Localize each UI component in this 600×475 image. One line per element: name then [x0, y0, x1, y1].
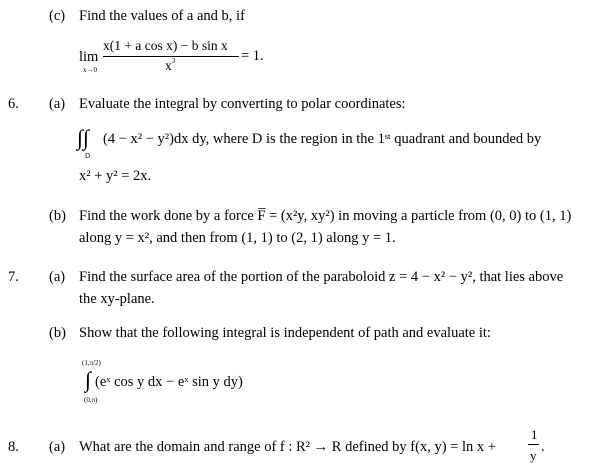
q6a-text: Evaluate the integral by converting to polar coordinates: [79, 96, 406, 112]
q5c-text: Find the values of a and b, if [79, 8, 245, 24]
limit-fraction-bar [103, 56, 239, 57]
q8-fraction-bar [528, 444, 539, 445]
q8a-text: What are the domain and range of f : R² → R defined by f(x, y) = ln x + [79, 439, 496, 455]
q6a-label: (a) [49, 96, 66, 112]
q8-fraction-denominator: y [530, 448, 537, 463]
line-integral-upper-limit: (1,π/2) [82, 359, 101, 367]
limit-numerator: x(1 + a cos x) − b sin x [103, 38, 228, 53]
q7a-text-line1: Find the surface area of the portion of the paraboloid z = 4 − x² − y², that lies above [79, 269, 564, 285]
line-integral-sign: ∫ [85, 367, 92, 392]
q7b-text: Show that the following integral is independent of path and evaluate it: [79, 325, 491, 341]
q6b-label: (b) [49, 208, 66, 224]
lim-word: lim [79, 49, 99, 65]
q8-fraction-numerator: 1 [531, 427, 538, 442]
q8a-label: (a) [49, 439, 66, 455]
q6a-integrand: (4 − x² − y²)dx dy, where D is the region in the 1ˢᵗ quadrant and bounded by [103, 131, 542, 147]
limit-expression [79, 36, 279, 78]
q7b-label: (b) [49, 325, 66, 341]
q6-number: 6. [8, 96, 19, 112]
q6a-region: x² + y² = 2x. [79, 168, 152, 184]
double-integral-domain: D [85, 152, 91, 160]
limit-rhs: = 1. [241, 48, 264, 64]
q7a-label: (a) [49, 269, 66, 285]
line-integral-lower-limit: (0,π) [84, 396, 98, 404]
double-integral-sign: ∫∫ [77, 125, 90, 150]
q6b-text-line1: Find the work done by a force F̅ = (x²y, xy²) in moving a particle from (0, 0) to (1, 1) [79, 208, 572, 224]
lim-subscript: x→0 [83, 66, 97, 74]
q7a-text-line2: the xy-plane. [79, 291, 155, 307]
q7b-integrand: (eˣ cos y dx − eˣ sin y dy) [95, 374, 243, 390]
q8-number: 8. [8, 439, 19, 455]
limit-denominator: $x^3$ [165, 57, 176, 73]
q7-number: 7. [8, 269, 19, 285]
q5c-label: (c) [49, 8, 66, 24]
q8-end-period: . [541, 439, 545, 455]
q6b-text-line2: along y = x², and then from (1, 1) to (2, 1) along y = 1. [79, 230, 396, 246]
